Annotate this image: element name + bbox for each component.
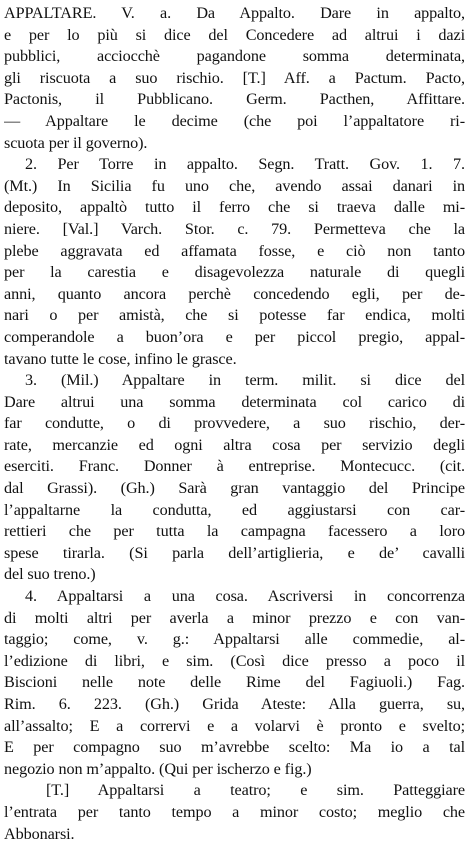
text-line: per la carestia e disagevolezza naturale di quegli <box>4 263 465 282</box>
text-line: di molti altri per averla a minor prezzo e con van- <box>4 608 465 627</box>
text-line: negozio non m’appalto. (Qui per ischerzo e fig.) <box>4 759 312 778</box>
text-line: deposito, appaltò tutto il ferro che si traeva dalle mi- <box>4 198 465 217</box>
text-line: e per lo più si dice del Concedere ad altrui i dazi <box>4 25 465 44</box>
text-line: comperandole a buon’ora e per piccol pregio, appal- <box>4 327 465 346</box>
text-line: (Mt.) In Sicilia fu uno che, avendo assai danari in <box>4 176 465 195</box>
text-line: 4. Appaltarsi a una cosa. Ascriversi in concorrenza <box>25 587 465 606</box>
text-line: niere. [Val.] Varch. Stor. c. 79. Permetteva che la <box>4 219 465 238</box>
text-line: 3. (Mil.) Appaltare in term. milit. si dice del <box>25 371 465 390</box>
text-line: rate, mercanzie ed ogni altra cosa per servizio degli <box>4 435 465 454</box>
text-line: nari o per amistà, che si potesse far endica, molti <box>4 306 465 325</box>
definition-5 <box>4 780 465 845</box>
text-line: rettieri che per tutta la campagna facessero a loro <box>4 522 465 541</box>
text-line: tavano tutte le cose, infino le grasce. <box>4 349 237 368</box>
text-line: [T.] Appaltarsi a teatro; e sim. Patteggiare <box>46 781 465 800</box>
text-line: gli riscuota a suo rischio. [T.] Aff. a Pactum. Pacto, <box>4 68 465 87</box>
definition-3 <box>4 370 465 586</box>
text-line: 2. Per Torre in appalto. Segn. Tratt. Gov. 1. 7. <box>25 155 465 174</box>
text-line: l’edizione di libri, e sim. (Così dice presso a poco il <box>4 651 465 670</box>
text-line: l’appaltarne la condutta, ed aggiustarsi con car- <box>4 500 465 519</box>
text-line: Abbonarsi. <box>4 824 75 843</box>
text-line: all’assalto; E a corrervi e a volarvi è pronto e svelto; <box>4 716 465 735</box>
text-line: eserciti. Franc. Donner à entreprise. Montecucc. (cit. <box>4 457 465 476</box>
text-line: Rim. 6. 223. (Gh.) Grida Ateste: Alla guerra, su, <box>4 695 465 713</box>
text-line: Dare altrui una somma determinata col carico di <box>4 392 465 411</box>
text-line: taggio; come, v. g.: Appaltarsi alle commedie, al- <box>4 630 465 649</box>
text-line: APPALTARE. V. a. Da Appalto. Dare in appalto, <box>4 4 465 22</box>
text-line: scuota per il governo). <box>4 133 148 152</box>
text-line: dal Grassi). (Gh.) Sarà gran vantaggio del Principe <box>4 479 465 498</box>
dictionary-entry-appaltare <box>4 3 465 845</box>
text-line: Biscioni nelle note delle Rime del Fagiuoli.) Fag. <box>4 673 465 692</box>
text-line: — Appaltare le decime (che poi l’appaltatore ri- <box>4 111 465 130</box>
text-line: E per compagno suo m’avrebbe scelto: Ma io a tal <box>4 738 465 757</box>
text-line: Pactonis, il Pubblicano. Germ. Pacthen, Affittare. <box>4 90 465 109</box>
text-line: pubblici, acciocchè pagandone somma determinata, <box>4 47 465 66</box>
text-line: l’entrata per tanto tempo a minor costo; meglio che <box>4 802 465 821</box>
text-line: plebe aggravata ed affamata fosse, e ciò non tanto <box>4 241 465 260</box>
text-line: del suo treno.) <box>4 565 96 584</box>
text-line: spese tirarla. (Si parla dell’artiglieria, e de’ cavalli <box>4 543 465 562</box>
text-line: far condutte, o di provvedere, a suo rischio, der- <box>4 414 465 433</box>
definition-4 <box>4 586 465 780</box>
definition-2 <box>4 154 465 370</box>
text-line: anni, quanto ancora perchè concedendo egli, per de- <box>4 284 465 303</box>
definition-1 <box>4 3 465 154</box>
